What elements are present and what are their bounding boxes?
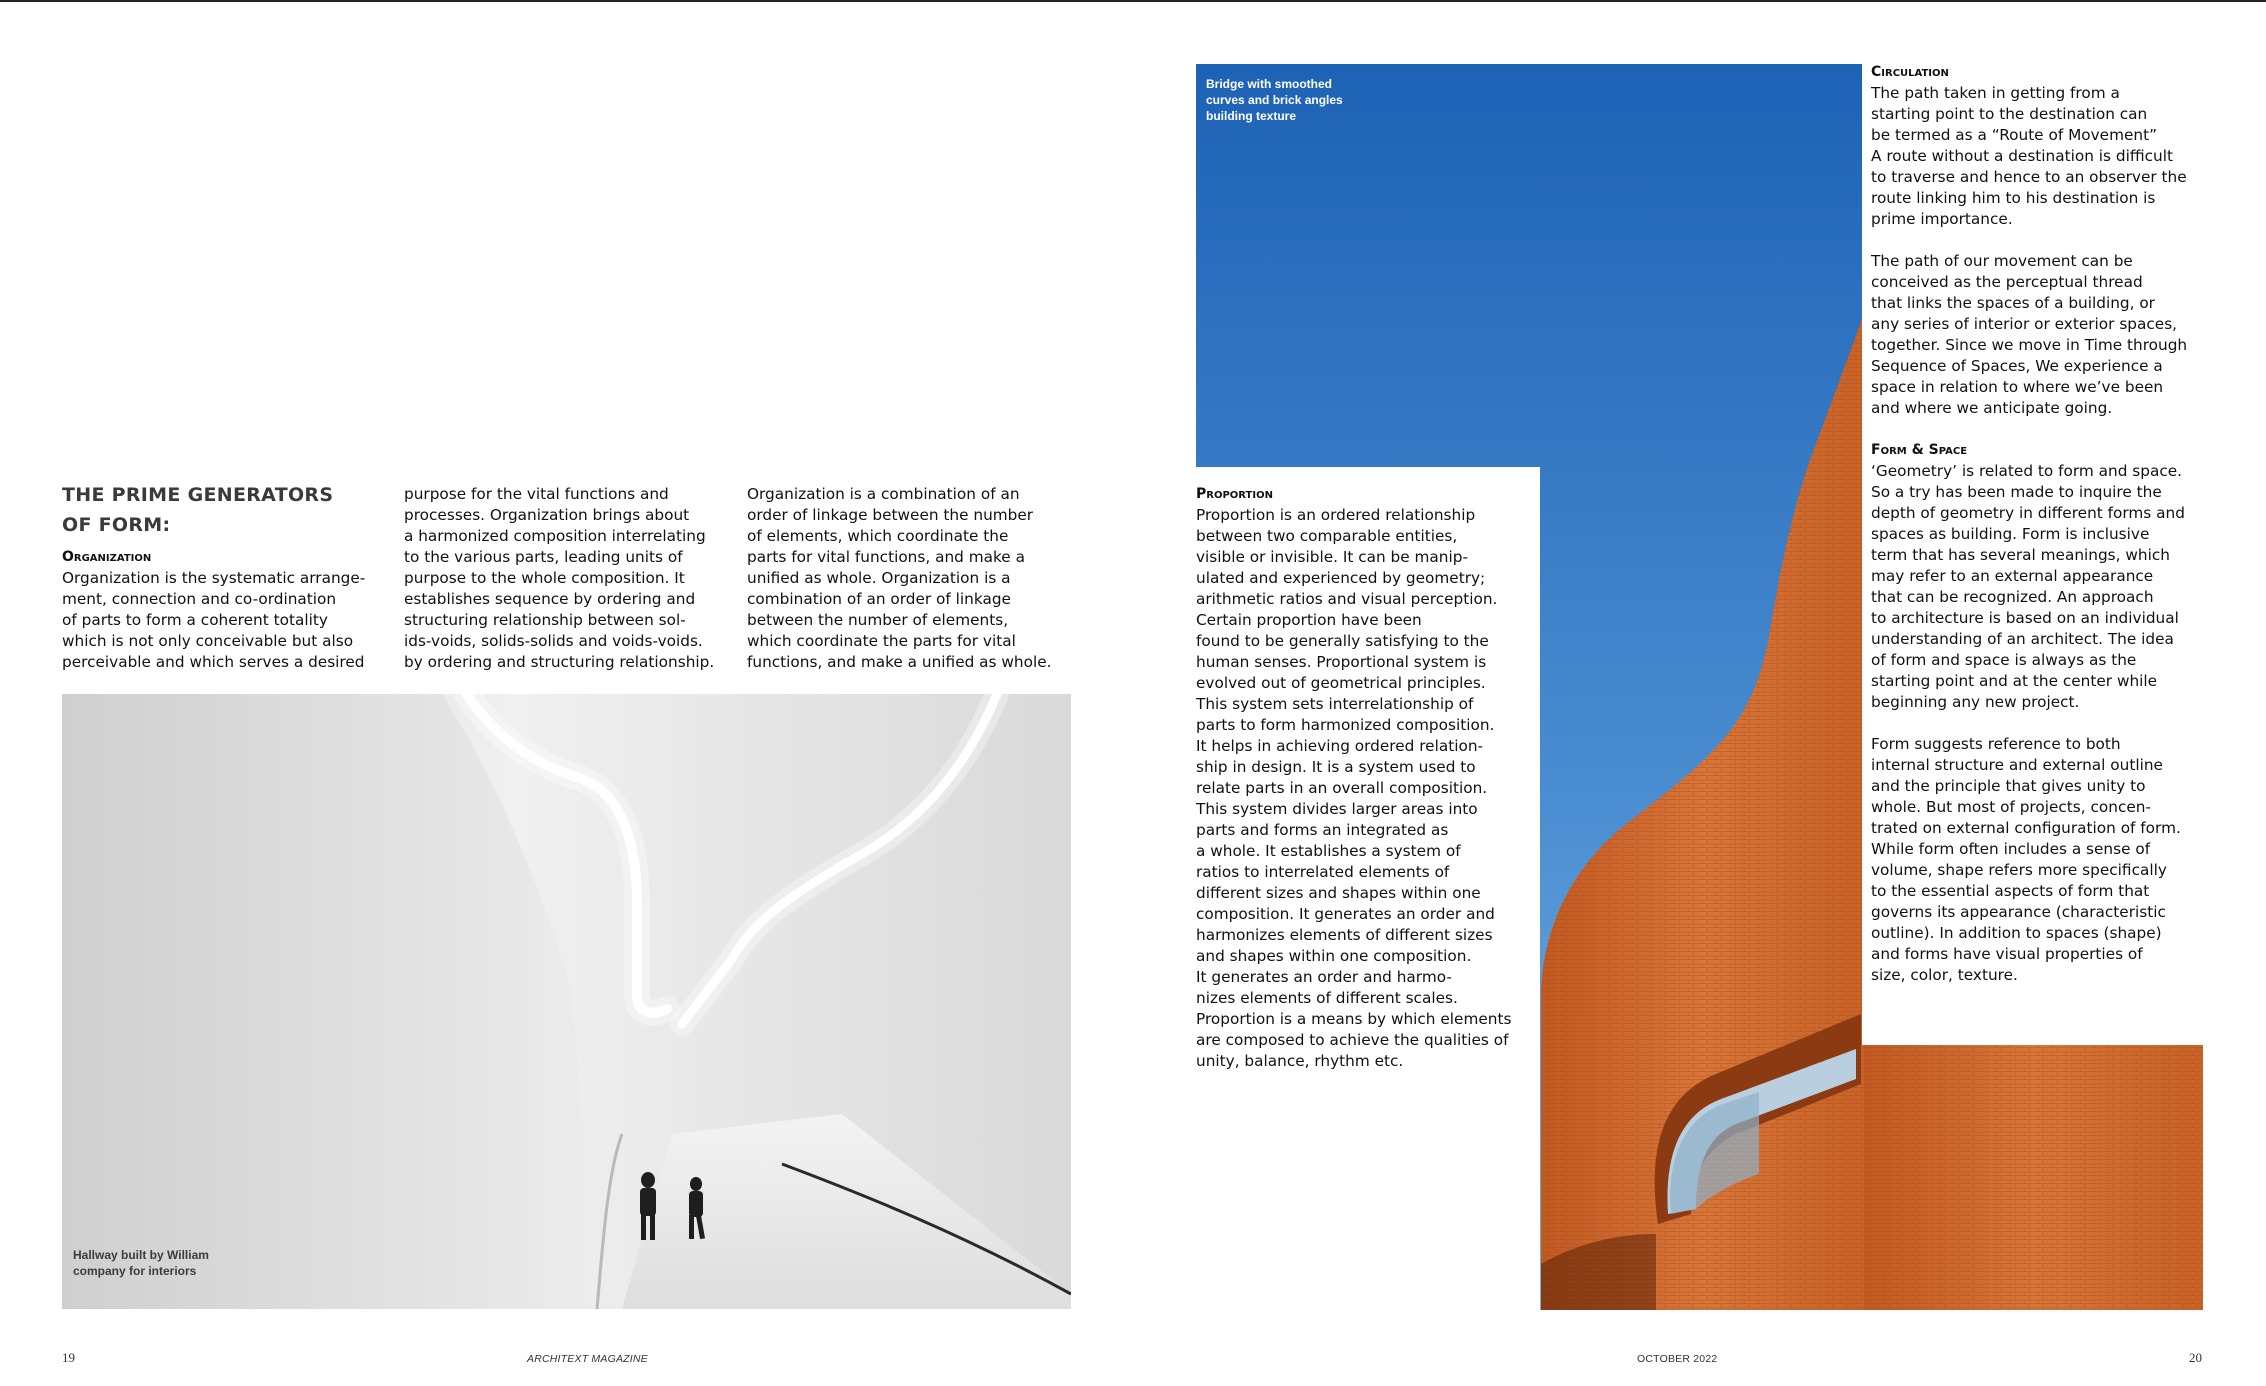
organization-text-col2: purpose for the vital functions and processes. Organization brings about a harmonized composition interrelating to the various parts, leading units of purpose to the whole composition. It establishes sequence by ordering and structuring relationship between sol- ids-voids, solids-solids and voids-voids. by ordering and structuring relationship. <box>404 485 715 671</box>
left-page-number: 19 <box>62 1350 75 1365</box>
section-heading: THE PRIME GENERATORS OF FORM: <box>62 484 334 536</box>
building-photo-caption: Bridge with smoothed curves and brick angles building texture <box>1206 77 1343 123</box>
hallway-photo <box>62 694 1071 1309</box>
circulation-title: Circulation <box>1871 64 1949 80</box>
proportion-title: Proportion <box>1196 486 1273 502</box>
form-space-title: Form & Space <box>1871 442 1968 458</box>
issue-date: OCTOBER 2022 <box>1637 1353 1718 1365</box>
top-border <box>0 0 2266 2</box>
hallway-photo-caption: Hallway built by William company for interiors <box>73 1248 209 1278</box>
proportion-text: Proportion is an ordered relationship between two comparable entities, visible or invisible. It can be manip- ulated and experienced by geometry; arithmetic ratios and visual perception. Certain proportion have been found to be generally satisfying to the human senses. Proportional system is evolved out of geometrical principles. This system sets interrelationship of parts to form harmonized composition. It helps in achieving ordered relation- ship in design. It is a system used to relate parts in an overall composition. This system divides larger areas into parts and forms an integrated as a whole. It establishes a system of ratios to interrelated elements of different sizes and shapes within one composition. It generates an order and harmonizes elements of different sizes and shapes within one composition. It generates an order and harmo- nizes elements of different scales. Proportion is a means by which elements are composed to achieve the qualities of unity, balance, rhythm etc. <box>1196 506 1512 1070</box>
circulation-text: The path taken in getting from a starting point to the destination can be termed as a “Route of Movement” A route without a destination is difficult to traverse and hence to an observer the route linking him to his destination is prime importance. The path of our movement can be conceived as the perceptual thread that links the spaces of a building, or any series of interior or exterior spaces, together. Since we move in Time through Sequence of Spaces, We experience a space in relation to where we’ve been and where we anticipate going. <box>1871 84 2188 417</box>
organization-text-col1: Organization is the systematic arrange- ment, connection and co-ordination of parts to form a coherent totality which is not only conceivable but also perceivable and which serves a desired <box>62 569 366 671</box>
magazine-name: ARCHITEXT MAGAZINE <box>527 1353 648 1365</box>
organization-text-col3: Organization is a combination of an order of linkage between the number of elements, which coordinate the parts for vital functions, and make a unified as whole. Organization is a combination of an order of linkage between the number of elements, which coordinate the parts for vital functions, and make a unified as whole. <box>747 485 1052 671</box>
organization-title: Organization <box>62 549 152 565</box>
right-page-number: 20 <box>2189 1350 2202 1365</box>
form-space-text: ‘Geometry’ is related to form and space. So a try has been made to inquire the depth of geometry in different forms and spaces as building. Form is inclusive term that has several meanings, which may refer to an external appearance that can be recognized. An approach to architecture is based on an individual understanding of an architect. The idea of form and space is always as the starting point and at the center while beginning any new project. Form suggests reference to both internal structure and external outline and the principle that gives unity to whole. But most of projects, concen- trated on external configuration of form. While form often includes a sense of volume, shape refers more specifically to the essential aspects of form that governs its appearance (characteristic outline). In addition to spaces (shape) and forms have visual properties of size, color, texture. <box>1871 462 2185 984</box>
